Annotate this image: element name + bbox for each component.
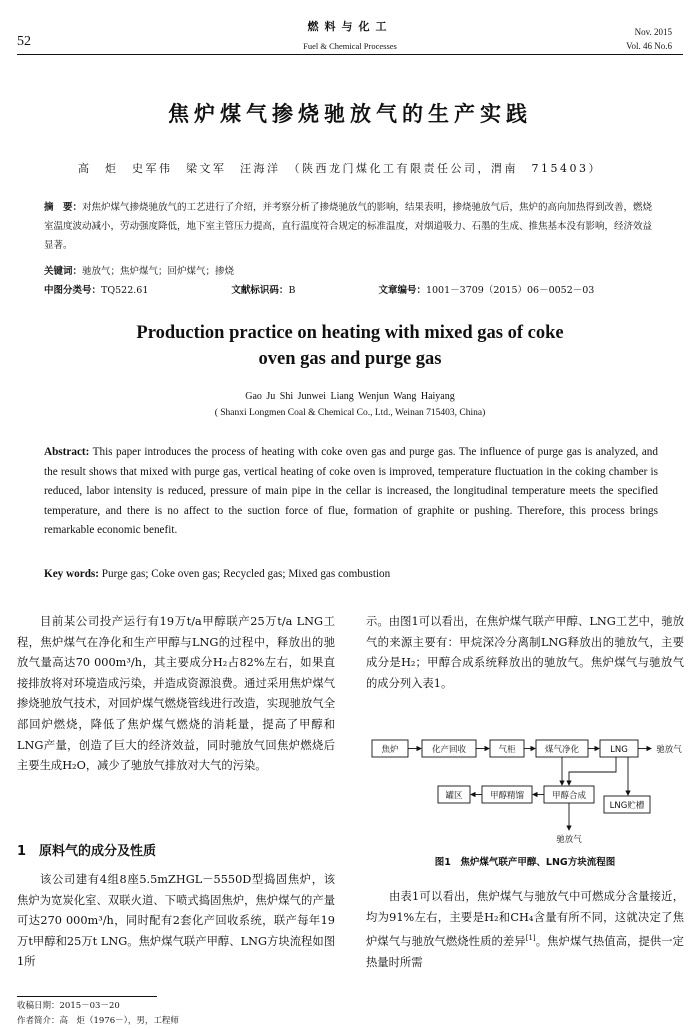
keywords-en-label: Key words: [44, 568, 99, 580]
authors-cn: 高 炬 史军伟 梁文军 汪海洋 （陕西龙门煤化工有限责任公司，渭南 715403） [78, 162, 602, 175]
issue-date: Nov. 2015 [634, 27, 672, 37]
citation-ref[interactable]: [1] [525, 934, 536, 943]
body-paragraph-2: 该公司建有4组8座5.5mZHGL－5550D型捣固焦炉，该焦炉为宽炭化室、双联火道、下喷式捣固焦炉，焦炉煤气的产量可达270 000m³/h，同时配有2套化产回收系统，联产每年19万t甲醇和25万t LNG。焦炉煤气联产甲醇、LNG方块流程如图1所 [17, 873, 335, 969]
abstract-cn [44, 198, 660, 255]
node-tank-farm-label: 罐区 [445, 791, 463, 801]
section-heading-1: 1 原料气的成分及性质 [17, 844, 157, 859]
article-title-cn: 焦炉煤气掺烧驰放气的生产实践 [168, 102, 532, 126]
journal-title-en: Fuel & Chemical Processes [303, 41, 397, 51]
node-synthesis-label: 甲醇合成 [551, 791, 587, 801]
abstract-en-label: Abstract: [44, 446, 90, 458]
clc-code: 中图分类号：TQ522.61 [44, 285, 149, 296]
author-bio: 作者简介：高 炬（1976－），男，工程师 [17, 1016, 179, 1026]
body-paragraph-4: 由表1可以看出，焦炉煤气与驰放气中可燃成分含量接近，均为91%左右，主要是H₂和CH₄含量有所不同，这就决定了焦炉煤气与驰放气燃烧性质的差异[1]。焦炉煤气热值高，提供一定热量时所需 [366, 890, 684, 969]
affiliation-en: ( Shanxi Longmen Coal & Chemical Co., Ltd., Weinan 715403, China) [214, 408, 486, 418]
header-rule [17, 54, 683, 55]
process-flowchart [366, 732, 684, 850]
node-coke-oven-label: 焦炉 [381, 745, 399, 755]
footnote-rule [17, 996, 157, 997]
journal-title-cn: 燃料与化工 [307, 20, 393, 33]
keywords-cn [44, 262, 660, 281]
keywords-en-text: Purge gas; Coke oven gas; Recycled gas; Mixed gas combustion [99, 568, 391, 580]
node-purge-top-label: 驰放气 [656, 745, 682, 755]
body-paragraph-3: 示。由图1可以看出，在焦炉煤气联产甲醇、LNG工艺中，驰放气的来源主要有：甲烷深冷分离制LNG释放出的驰放气，主要成分是H₂；甲醇合成系统释放出的驰放气。焦炉煤气与驰放气的成分列入表1。 [366, 615, 684, 690]
body-paragraph-1: 目前某公司投产运行有19万t/a甲醇联产25万t/a LNG工程，焦炉煤气在净化和生产甲醇与LNG的过程中，释放出的驰放气量高达70 000m³/h，其主要成分H₂占82%左右，如果直接排放将对环境造成污染，并造成资源浪费。通过采用焦炉煤气掺烧驰放气技术，对回炉煤气燃烧管线进行改造，实现驰放气全部回炉燃烧，降低了焦炉煤气燃烧的消耗量，提高了甲醇和LNG产量，创造了巨大的经济效益，同时驰放气回焦炉燃烧后主要生成H₂O，减少了驰放气排放对大气的污染。 [17, 615, 335, 773]
article-title-en-line2: oven gas and purge gas [258, 349, 442, 369]
node-purge-bottom-label: 驰放气 [556, 835, 582, 845]
abstract-en-text: This paper introduces the process of heating with coke oven gas and purge gas. The influence of purge gas is analyzed, and the result shows that mixed with purge gas, vertical heating of coke oven is improved, temperature fluctuation in the coking chamber is reduced, labor intensity is reduced, pressure of main pipe in the cellar is increased, the longitudinal temperature meets the specified temperature, and there is no affect to the suction force of flue, formation of graphite or pushing. Therefore, this process brings remarkable economic benefit. [44, 446, 658, 537]
keywords-cn-text: 驰放气；焦炉煤气；回炉煤气；掺烧 [82, 266, 235, 277]
node-purification-label: 煤气净化 [544, 745, 580, 755]
node-lng-label: LNG [610, 745, 628, 755]
article-number: 文章编号：1001－3709（2015）06－0052－03 [378, 285, 595, 296]
keywords-en [44, 568, 658, 580]
figure-caption: 图1 焦炉煤气联产甲醇、LNG方块流程图 [434, 857, 616, 868]
article-title-en [0, 320, 700, 372]
authors-en: Gao Ju Shi Junwei Liang Wenjun Wang Haiyang [245, 391, 455, 402]
received-date: 收稿日期：2015－03－20 [17, 1001, 120, 1011]
issue-volume: Vol. 46 No.6 [626, 41, 672, 51]
article-title-en-line1: Production practice on heating with mixed gas of coke [136, 323, 564, 343]
node-refining-label: 甲醇精馏 [489, 791, 525, 801]
node-recovery-label: 化产回收 [431, 745, 467, 755]
abstract-cn-label: 摘 要： [44, 202, 83, 213]
node-gasholder-label: 气柜 [498, 745, 516, 755]
keywords-cn-label: 关键词： [44, 266, 83, 277]
classification-line [44, 281, 660, 300]
node-lng-tank-label: LNG贮槽 [609, 801, 645, 811]
document-code: 文献标识码：B [231, 285, 296, 296]
page-number: 52 [17, 34, 31, 49]
abstract-en [44, 443, 658, 541]
abstract-cn-text: 对焦炉煤气掺烧驰放气的工艺进行了介绍，并考察分析了掺烧驰放气的影响，结果表明，掺烧驰放气后，焦炉的高向加热得到改善，燃烧室温度波动减小，劳动强度降低，地下室主管压力提高，直行温度符合规定的标准温度，对烟道吸力、石墨的生成、推焦基本没有影响，经济效益显著。 [44, 202, 653, 251]
